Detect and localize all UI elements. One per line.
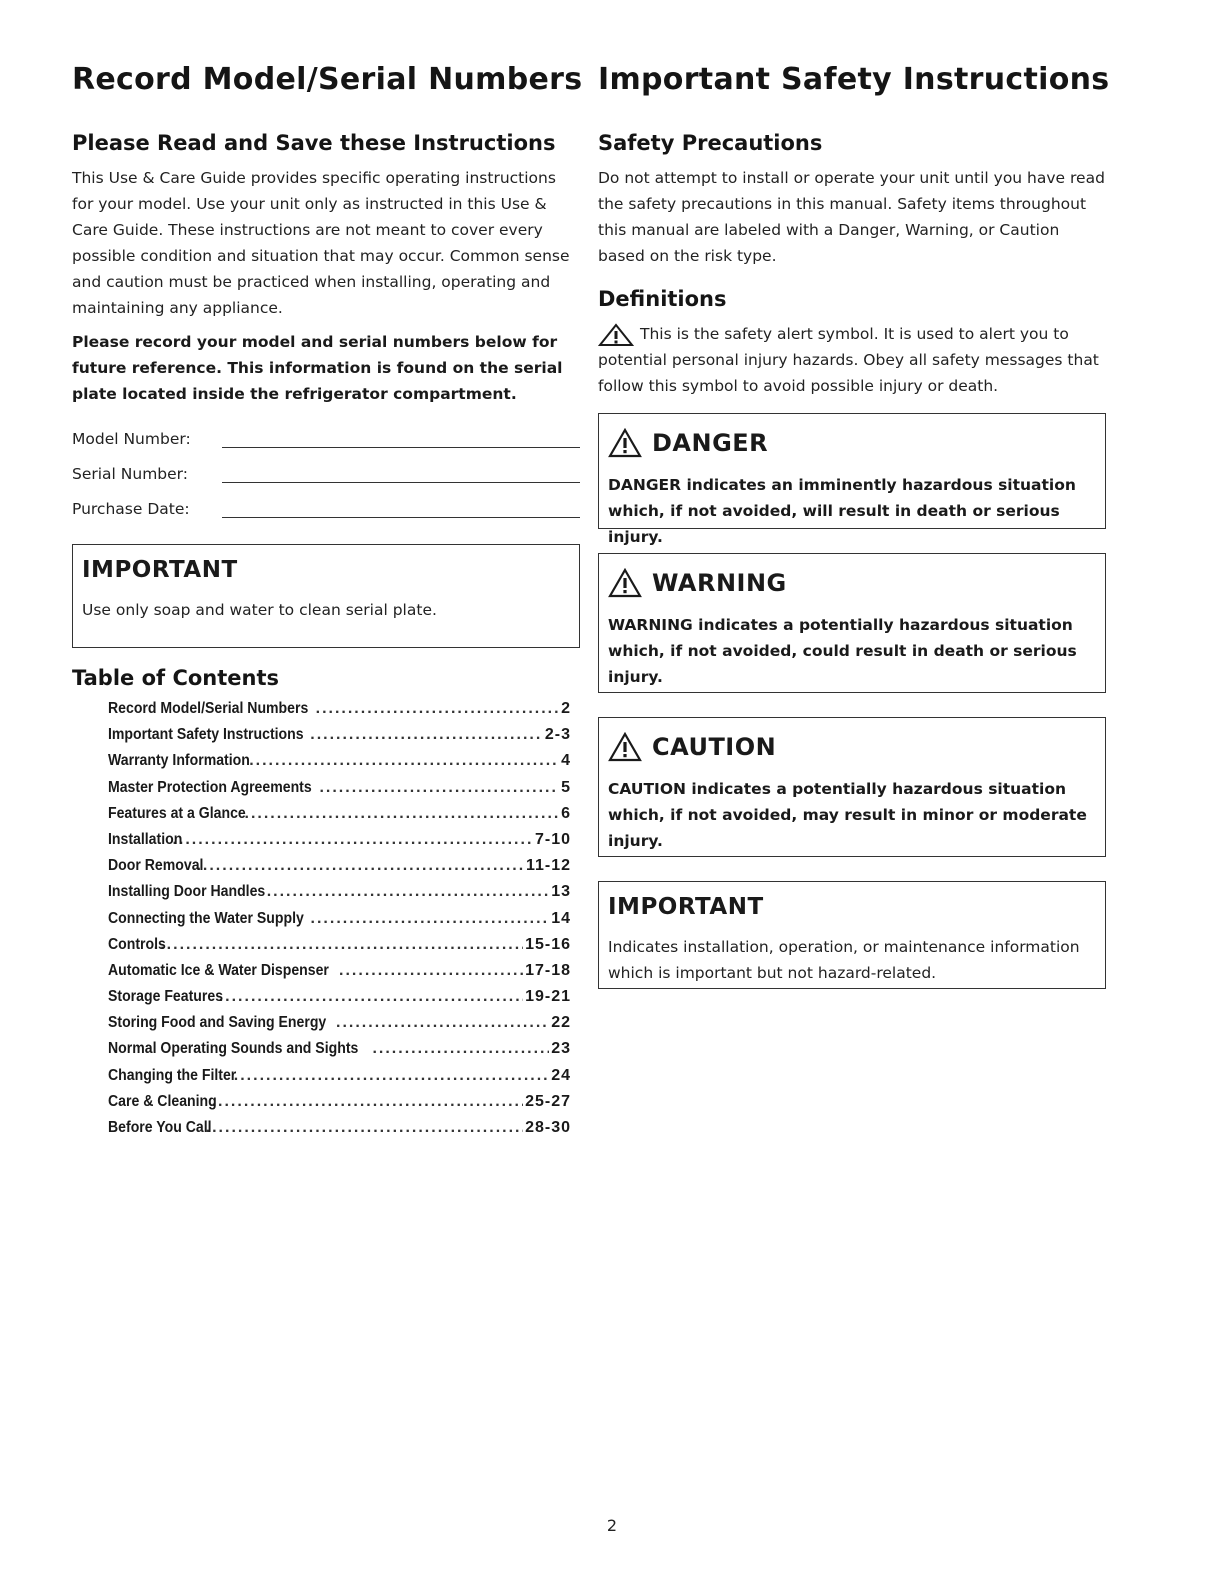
toc-item[interactable] [108, 936, 571, 962]
caution-title-row [608, 732, 1096, 762]
warning-title-row [608, 568, 1096, 598]
toc-leader [212, 1093, 523, 1111]
toc-page: 22 [551, 1014, 571, 1032]
safety-precautions-text: Do not attempt to install or operate your unit until you have read the safety precautions in this manual. Safety items throughout this manual are labeled with a Danger, Warning, or Caution based on the risk type. [598, 169, 1105, 265]
toc-label: Controls [108, 935, 166, 953]
toc-page: 23 [551, 1040, 571, 1058]
definitions-paragraph [598, 321, 1106, 399]
toc-item[interactable] [108, 910, 571, 936]
toc-leader [154, 936, 523, 954]
toc-item[interactable] [108, 988, 571, 1014]
toc-item[interactable] [108, 779, 571, 805]
toc-leader [219, 988, 523, 1006]
toc-label: Features at a Glance [108, 804, 246, 822]
caution-text: CAUTION indicates a potentially hazardous situation which, if not avoided, may result in minor or moderate injury. [608, 780, 1087, 850]
table-of-contents [108, 700, 571, 1145]
toc-label: Installing Door Handles [108, 883, 266, 901]
safety-precautions-heading: Safety Precautions [598, 131, 823, 155]
toc-label: Changing the Filter [108, 1066, 237, 1084]
toc-page: 11-12 [525, 857, 571, 875]
toc-page: 19-21 [525, 988, 571, 1006]
definitions-heading: Definitions [598, 287, 727, 311]
record-numbers-title: Record Model/Serial Numbers [72, 62, 583, 97]
serial-number-row [72, 448, 580, 483]
toc-page: 28-30 [525, 1119, 571, 1136]
toc-item[interactable] [108, 805, 571, 831]
toc-label: Connecting the Water Supply [108, 909, 304, 927]
definitions-text: This is the safety alert symbol. It is used to alert you to potential personal injury hazards. Obey all safety messages that follow this symbol to avoid possible injury or death. [598, 325, 1099, 395]
toc-label: Normal Operating Sounds and Sights [108, 1040, 359, 1058]
toc-page: 6 [561, 804, 571, 822]
toc-page: 2-3 [544, 726, 571, 744]
toc-page: 24 [551, 1066, 571, 1084]
record-fields [72, 413, 580, 518]
important-box-title: IMPORTANT [82, 557, 238, 583]
right-column [598, 62, 1110, 989]
toc-leader [206, 1119, 523, 1137]
warning-box [598, 553, 1106, 693]
warning-title: WARNING [652, 569, 787, 597]
toc-leader [319, 779, 559, 797]
toc-label: Warranty Information [108, 752, 250, 770]
toc-leader [245, 805, 560, 823]
toc-label: Automatic Ice & Water Dispenser [108, 961, 329, 979]
caution-box [598, 717, 1106, 857]
toc-leader [310, 726, 543, 744]
model-number-label: Model Number: [72, 430, 191, 448]
toc-page: 13 [551, 883, 571, 901]
toc-label: Installation [108, 830, 183, 848]
toc-label: Before You Call [108, 1119, 212, 1136]
toc-leader [339, 962, 523, 980]
danger-title-row [608, 428, 1096, 458]
toc-page: 14 [551, 909, 571, 927]
toc-item[interactable] [108, 726, 571, 752]
toc-item[interactable] [108, 831, 571, 857]
danger-box [598, 413, 1106, 546]
toc-item[interactable] [108, 1067, 571, 1093]
toc-page: 25-27 [525, 1092, 571, 1110]
toc-leader [372, 1040, 549, 1058]
toc-item[interactable] [108, 883, 571, 909]
intro-paragraph: This Use & Care Guide provides specific operating instructions for your model. Use your unit only as instructed in this Use & Care Guide. These instructions are not meant to cover every possible condition and situation that may occur. Common sense and caution must be practiced when installing, operating and maintaining any appliance. [72, 169, 570, 317]
toc-item[interactable] [108, 962, 571, 988]
toc-heading: Table of Contents [72, 666, 280, 690]
important-info-text: Indicates installation, operation, or maintenance information which is important but not hazard-related. [608, 938, 1080, 982]
toc-page: 2 [561, 700, 571, 717]
model-number-row [72, 413, 580, 448]
toc-page: 15-16 [525, 935, 571, 953]
toc-item[interactable] [108, 1014, 571, 1040]
record-note: Please record your model and serial numbers below for future reference. This information is found on the serial plate located inside the refrigerator compartment. [72, 333, 563, 403]
toc-label: Important Safety Instructions [108, 726, 304, 744]
toc-leader [234, 1067, 549, 1085]
warning-text: WARNING indicates a potentially hazardous situation which, if not avoided, could result in death or serious injury. [608, 616, 1077, 686]
important-box-info [598, 881, 1106, 989]
safety-instructions-title: Important Safety Instructions [598, 62, 1110, 97]
toc-leader [196, 857, 523, 875]
toc-label: Care & Cleaning [108, 1092, 217, 1110]
toc-leader [336, 1014, 549, 1032]
toc-item[interactable] [108, 1119, 571, 1145]
toc-page: 4 [561, 752, 571, 770]
important-box-text: Use only soap and water to clean serial plate. [82, 601, 437, 619]
read-save-heading: Please Read and Save these Instructions [72, 131, 556, 155]
purchase-date-row [72, 483, 580, 518]
toc-leader [267, 883, 550, 901]
toc-leader [249, 752, 559, 770]
warning-triangle-icon [608, 732, 642, 762]
toc-label: Record Model/Serial Numbers [108, 700, 309, 717]
toc-label: Storing Food and Saving Energy [108, 1014, 327, 1032]
caution-title: CAUTION [652, 733, 777, 761]
left-column [72, 62, 583, 1145]
danger-text: DANGER indicates an imminently hazardous situation which, if not avoided, will result in death or serious injury. [608, 476, 1076, 546]
toc-page: 7-10 [534, 830, 571, 848]
serial-number-label: Serial Number: [72, 465, 189, 483]
important-info-title: IMPORTANT [608, 894, 764, 920]
toc-item[interactable] [108, 752, 571, 778]
toc-item[interactable] [108, 1040, 571, 1066]
toc-leader [311, 910, 550, 928]
toc-label: Storage Features [108, 988, 224, 1006]
safety-alert-icon [598, 323, 634, 347]
important-box-serial [72, 544, 580, 648]
toc-leader [316, 700, 559, 718]
toc-item[interactable] [108, 700, 571, 726]
toc-page: 17-18 [525, 961, 571, 979]
toc-item[interactable] [108, 857, 571, 883]
warning-triangle-icon [608, 428, 642, 458]
toc-label: Door Removal [108, 857, 204, 875]
toc-leader [172, 831, 533, 849]
warning-triangle-icon [608, 568, 642, 598]
toc-item[interactable] [108, 1093, 571, 1119]
toc-label: Master Protection Agreements [108, 778, 312, 796]
purchase-date-label: Purchase Date: [72, 500, 190, 518]
serial-number-line [222, 460, 580, 483]
purchase-date-line [222, 495, 580, 518]
model-number-line [222, 425, 580, 448]
toc-page: 5 [561, 778, 571, 796]
danger-title: DANGER [652, 429, 769, 457]
page-number: 2 [606, 1516, 618, 1535]
